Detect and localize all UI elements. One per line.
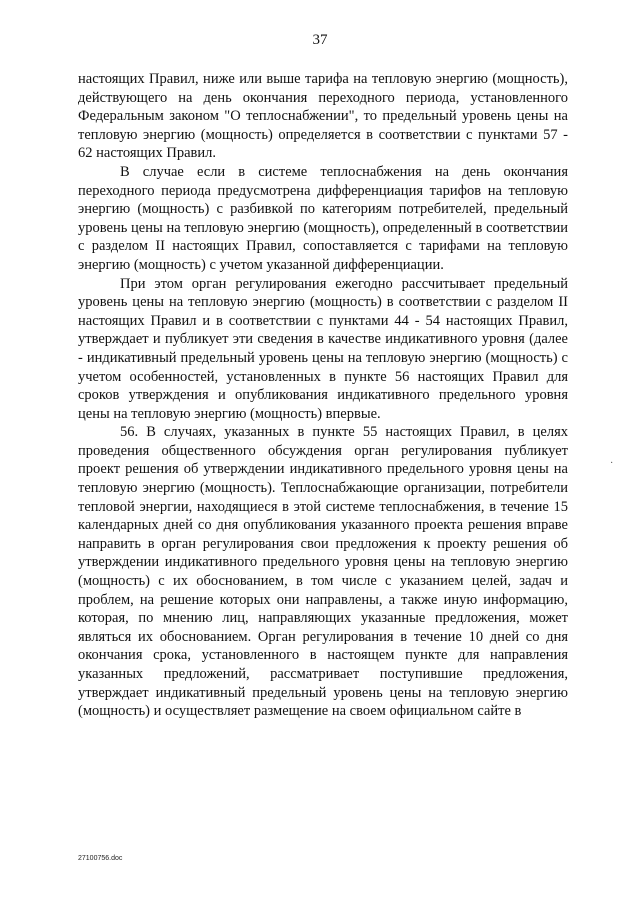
page-number: 37 [312, 32, 328, 48]
paragraph-continuation: настоящих Правил, ниже или выше тарифа на тепловую энергию (мощность), действующего на день окончания переходного периода, установленного Федеральным законом "О теплоснабжении", то предельный уровень цены на тепловую энергию (мощность) определяется в соответствии с пунктами 57 - 62 настоящих Правил. [78, 71, 568, 162]
paragraph-indicative-level: При этом орган регулирования ежегодно рассчитывает предельный уровень цены на тепловую энергию (мощность) в соответствии с разделом II настоящих Правил и в соответствии с пунктами 44 - 54 настоящих Правил, утверждает и публикует эти сведения в качестве индикативного уровня (далее - индикативный предельный уровень цены на тепловую энергию (мощность) с учетом особенностей, установленных в пункте 56 настоящих Правил для сроков утверждения и опубликования индикативного предельного уровня цены на тепловую энергию (мощность) впервые. [78, 275, 568, 422]
margin-mark: · [610, 458, 614, 469]
paragraph-item-56: 56. В случаях, указанных в пункте 55 настоящих Правил, в целях проведения общественного обсуждения орган регулирования публикует проект решения об утверждении индикативного предельного уровня цены на тепловую энергию (мощность). Теплоснабжающие организации, потребители тепловой энергии, находящиеся в этой системе теплоснабжения, в течение 15 календарных дней со дня опубликования указанного проекта решения вправе направить в орган регулирования свои предложения к проекту решения об утверждении индикативного предельного уровня цены на тепловую энергию (мощность) с их обоснованием, в том числе с указанием целей, задач и проблем, на решение которых они направлены, а также иную информацию, которая, по мнению лиц, направляющих указанные предложения, может являться их обоснованием. Орган регулирования в течение 10 дней со дня окончания срока, установленного в настоящем пункте для направления указанных предложений, рассматривает поступившие предложения, утверждает индикативный предельный уровень цены на тепловую энергию (мощность) и осуществляет размещение на своем официальном сайте в [78, 424, 568, 720]
paragraph-differentiation: В случае если в системе теплоснабжения на день окончания переходного периода предусмотрена дифференциация тарифов на тепловую энергию (мощность) с разбивкой по категориям потребителей, предельный уровень цены на тепловую энергию (мощность), определенный в соответствии с разделом II настоящих Правил, сопоставляется с тарифами на тепловую энергию (мощность) с учетом указанной дифференциации. [78, 163, 568, 273]
document-body [78, 70, 568, 721]
footer-filename: 27100756.doc [78, 855, 123, 862]
